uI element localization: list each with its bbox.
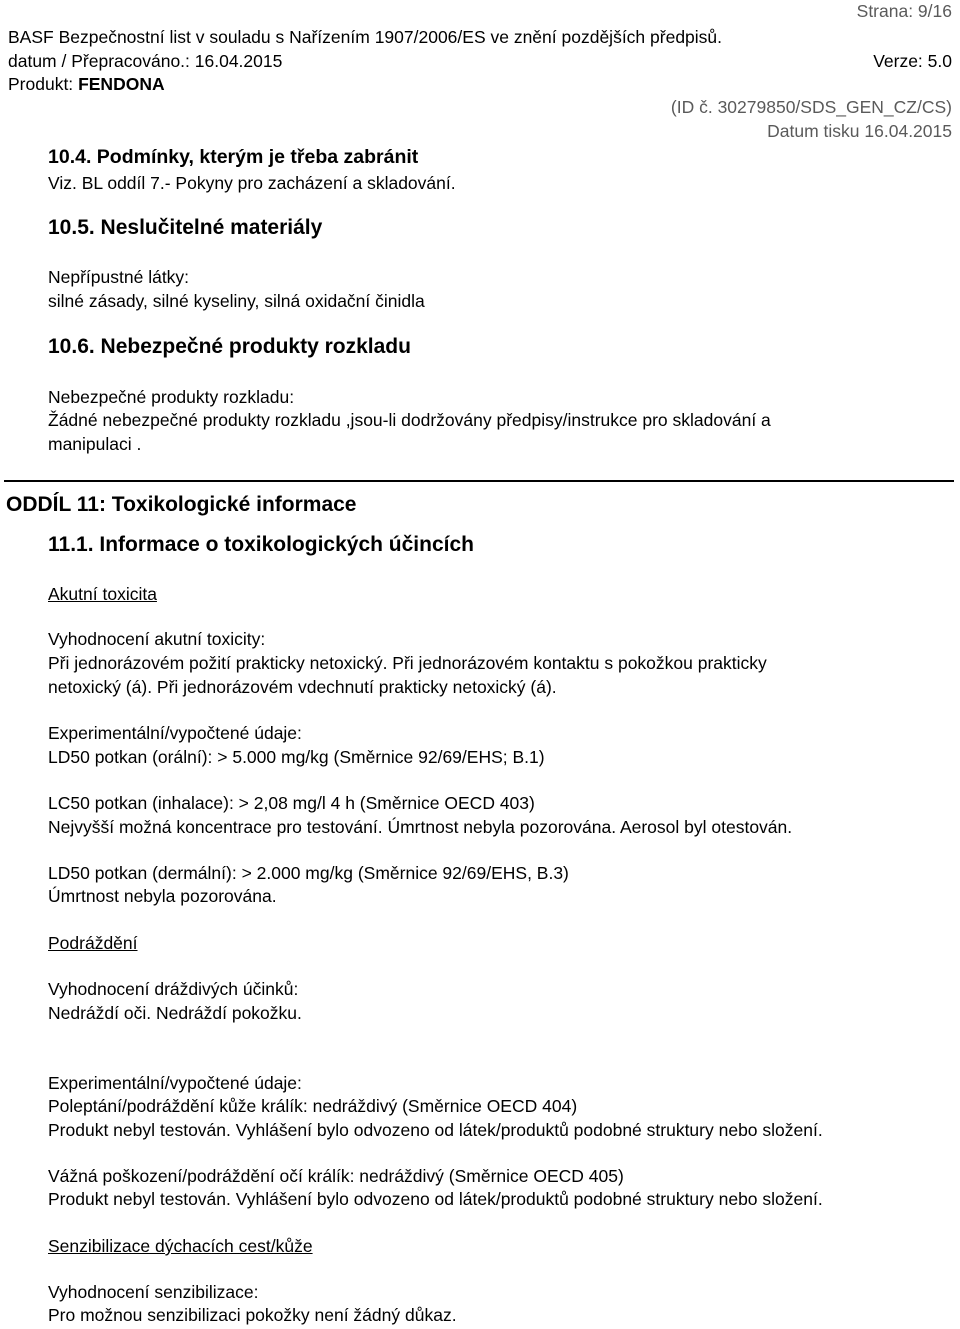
document-id: (ID č. 30279850/SDS_GEN_CZ/CS)	[670, 97, 952, 117]
section-10-6-title: 10.6. Nebezpečné produkty rozkladu	[48, 335, 411, 358]
product-label: Produkt:	[8, 74, 74, 94]
section-10-6-label: Nebezpečné produkty rozkladu:	[48, 387, 295, 407]
section-10-5-text: silné zásady, silné kyseliny, silná oxidační činidla	[48, 291, 425, 311]
section-10-5-label: Nepřípustné látky:	[48, 267, 190, 287]
section-divider	[4, 480, 954, 482]
section-10-4-text: Viz. BL oddíl 7.- Pokyny pro zacházení a skladování.	[48, 173, 456, 193]
acute-eval-line1: Při jednorázovém požití prakticky netoxický. Při jednorázovém kontaktu s pokožkou prakticky	[48, 653, 767, 673]
section-10-4-title: 10.4. Podmínky, kterým je třeba zabránit	[48, 146, 419, 168]
product-name: FENDONA	[78, 74, 165, 94]
acute-eval-label: Vyhodnocení akutní toxicity:	[48, 629, 266, 649]
section-10-5-title: 10.5. Neslučitelné materiály	[48, 216, 323, 239]
skin-irritation: Poleptání/podráždění kůže králík: nedráždivý (Směrnice OECD 404)	[48, 1096, 578, 1116]
section-11-title: ODDÍL 11: Toxikologické informace	[6, 493, 357, 516]
version: Verze: 5.0	[873, 51, 952, 71]
skin-irritation-note: Produkt nebyl testován. Vyhlášení bylo odvozeno od látek/produktů podobné struktury nebo složení.	[48, 1120, 823, 1140]
irritation-heading: Podráždění	[48, 933, 138, 953]
section-10-6-line1: Žádné nebezpečné produkty rozkladu ,jsou-li dodržovány předpisy/instrukce pro skladování a	[48, 410, 771, 430]
acute-toxicity-heading: Akutní toxicita	[48, 584, 157, 604]
sensitization-eval-label: Vyhodnocení senzibilizace:	[48, 1282, 259, 1302]
irritation-eval-text: Nedráždí oči. Nedráždí pokožku.	[48, 1003, 302, 1023]
document-title: BASF Bezpečnostní list v souladu s Nařízením 1907/2006/ES ve znění pozdějších předpisů.	[8, 27, 723, 47]
eye-irritation-note: Produkt nebyl testován. Vyhlášení bylo odvozeno od látek/produktů podobné struktury nebo složení.	[48, 1189, 823, 1209]
sensitization-eval-text: Pro možnou senzibilizaci pokožky není žádný důkaz.	[48, 1305, 457, 1325]
irritation-exp-label: Experimentální/vypočtené údaje:	[48, 1073, 302, 1093]
lc50-note: Nejvyšší možná koncentrace pro testování. Úmrtnost nebyla pozorována. Aerosol byl otestován.	[48, 817, 793, 837]
section-10-6-line2: manipulaci .	[48, 434, 142, 454]
eye-irritation: Vážná poškození/podráždění očí králík: nedráždivý (Směrnice OECD 405)	[48, 1166, 624, 1186]
irritation-eval-label: Vyhodnocení dráždivých účinků:	[48, 979, 299, 999]
page-number: Strana: 9/16	[856, 1, 952, 21]
section-11-1-title: 11.1. Informace o toxikologických účincích	[48, 533, 474, 556]
product-line	[8, 73, 165, 95]
acute-eval-line2: netoxický (á). Při jednorázovém vdechnutí prakticky netoxický (á).	[48, 677, 557, 697]
ld50-oral: LD50 potkan (orální): > 5.000 mg/kg (Směrnice 92/69/EHS; B.1)	[48, 747, 545, 767]
ld50-dermal: LD50 potkan (dermální): > 2.000 mg/kg (Směrnice 92/69/EHS, B.3)	[48, 863, 569, 883]
revision-date: datum / Přepracováno.: 16.04.2015	[8, 51, 283, 71]
acute-exp-label: Experimentální/vypočtené údaje:	[48, 723, 302, 743]
lc50-inhalation: LC50 potkan (inhalace): > 2,08 mg/l 4 h (Směrnice OECD 403)	[48, 793, 535, 813]
ld50-dermal-note: Úmrtnost nebyla pozorována.	[48, 886, 277, 906]
print-date: Datum tisku 16.04.2015	[767, 121, 952, 141]
sensitization-heading: Senzibilizace dýchacích cest/kůže	[48, 1236, 313, 1256]
